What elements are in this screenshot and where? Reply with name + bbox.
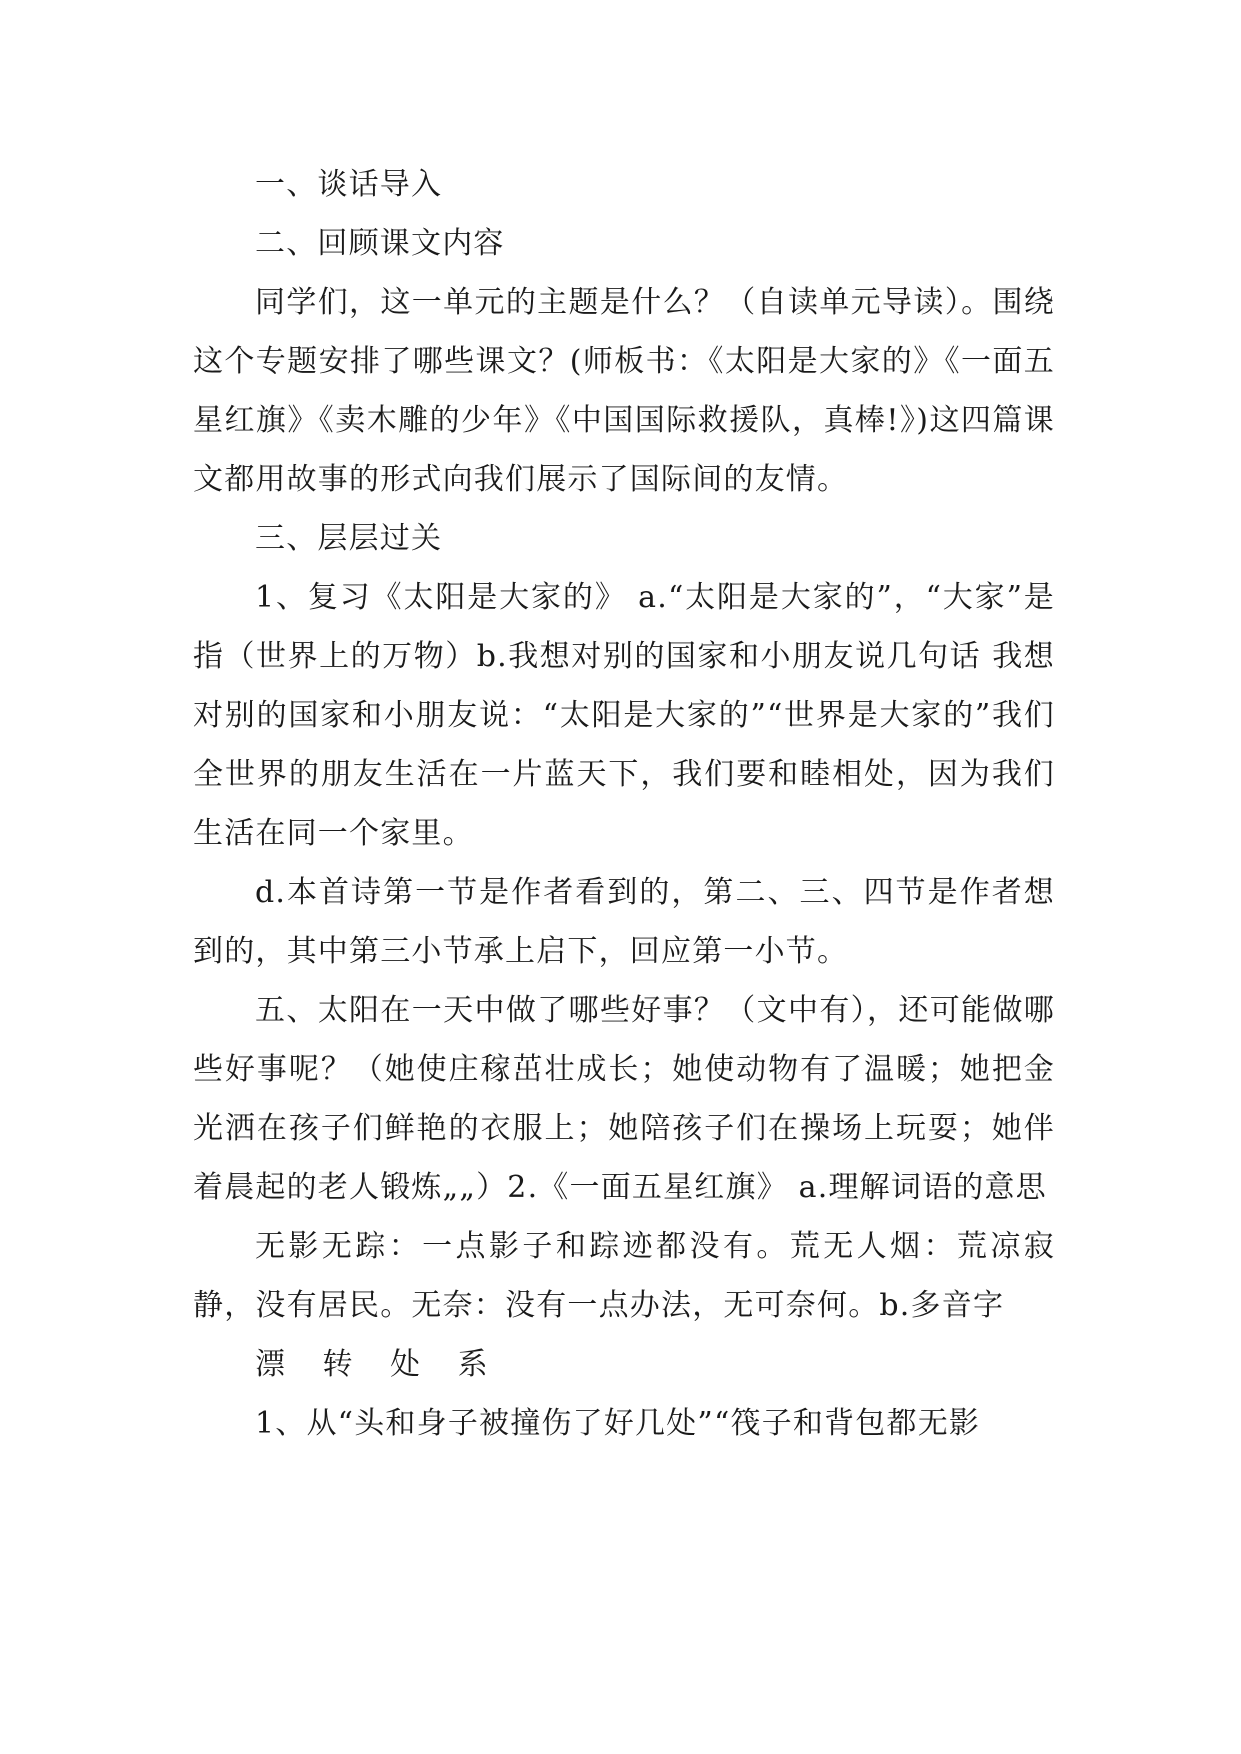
paragraph-poem-structure: d.本首诗第一节是作者看到的，第二、三、四节是作者想到的，其中第三小节承上启下，回应第一小节。: [193, 875, 1055, 969]
paragraph-unit-theme: 同学们，这一单元的主题是什么？（自读单元导读）。围绕这个专题安排了哪些课文？(师板书：《太阳是大家的》《一面五星红旗》《卖木雕的少年》《中国国际救援队，真棒!》)这四篇课文都用故事的形式向我们展示了国际间的友情。: [193, 285, 1055, 497]
polyphonic-characters: 漂 转 处 系: [255, 1347, 502, 1382]
paragraph-sun-good-deeds: 五、太阳在一天中做了哪些好事？（文中有），还可能做哪些好事呢？（她使庄稼茁壮成长；她使动物有了温暖；她把金光洒在孩子们鲜艳的衣服上；她陪孩子们在操场上玩耍；她伴着晨起的老人锻炼„„）2.《一面五星红旗》 a.理解词语的意思: [193, 993, 1055, 1205]
section-heading-review: 二、回顾课文内容: [255, 226, 505, 261]
section-heading-intro: 一、谈话导入: [255, 167, 443, 202]
paragraph-injury-text: 1、从“头和身子被撞伤了好几处”“筏子和背包都无影: [255, 1406, 981, 1441]
document-body: [193, 155, 1055, 1453]
paragraph-review-sun: 1、复习《太阳是大家的》 a.“太阳是大家的”，“大家”是指（世界上的万物）b.我想对别的国家和小朋友说几句话 我想对别的国家和小朋友说：“太阳是大家的”“世界是大家的”我们全世界的朋友生活在一片蓝天下，我们要和睦相处，因为我们生活在同一个家里。: [193, 580, 1055, 851]
section-heading-levels: 三、层层过关: [255, 521, 443, 556]
paragraph-word-meanings: 无影无踪：一点影子和踪迹都没有。荒无人烟：荒凉寂静，没有居民。无奈：没有一点办法，无可奈何。b.多音字: [193, 1229, 1055, 1323]
